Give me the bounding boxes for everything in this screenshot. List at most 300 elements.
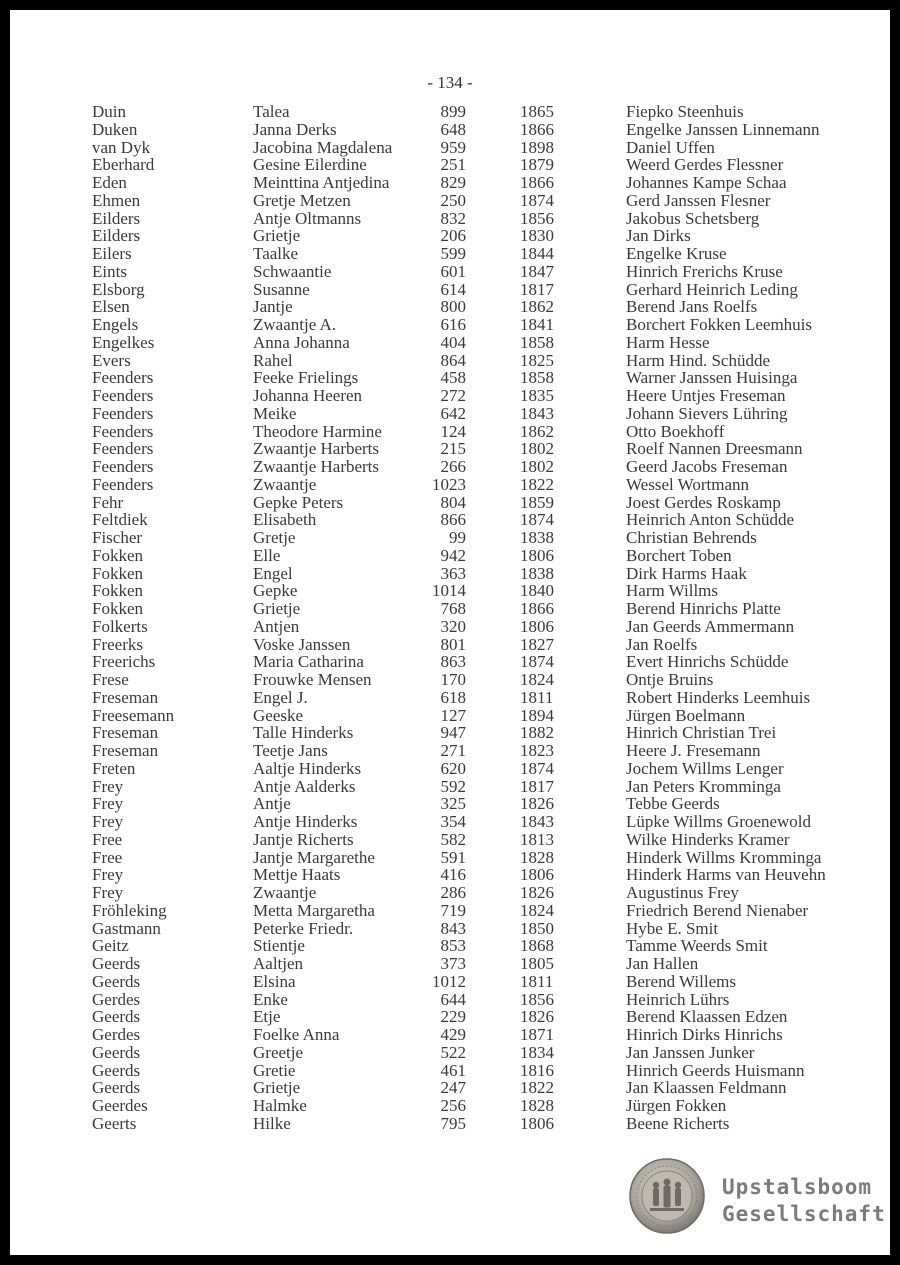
logo-text-line1: Upstalsboom — [722, 1175, 873, 1199]
year-cell: 1824 — [520, 900, 554, 920]
year-cell: 1865 — [520, 102, 554, 121]
given-name-cell: Engel J. — [253, 687, 308, 707]
given-name-cell: Grietje — [253, 599, 301, 618]
given-name-cell: Schwaantie — [253, 261, 332, 281]
surname-cell: Geerds — [92, 1042, 141, 1062]
year-cell: 1834 — [520, 1042, 554, 1062]
record-number-cell: 1014 — [432, 581, 466, 601]
record-number-cell: 618 — [440, 687, 466, 707]
record-number-cell: 250 — [440, 190, 466, 210]
record-number-cell: 99 — [449, 528, 466, 547]
spouse-cell: Tamme Weerds Smit — [626, 936, 768, 956]
surname-cell: Eilers — [92, 244, 132, 263]
register-row — [10, 1044, 890, 1062]
given-name-cell: Taalke — [253, 244, 299, 263]
surname-cell: Fröhleking — [92, 900, 167, 920]
given-name-cell: Gepke — [253, 581, 298, 601]
record-number-cell: 286 — [440, 883, 466, 902]
spouse-cell: Wilke Hinderks Kramer — [626, 829, 790, 849]
register-row — [10, 1097, 890, 1115]
spouse-cell: Johannes Kampe Schaa — [626, 173, 787, 192]
year-cell: 1835 — [520, 386, 554, 405]
surname-cell: Evers — [92, 350, 131, 370]
record-number-cell: 582 — [440, 829, 466, 849]
surname-cell: Geerts — [92, 1113, 137, 1133]
record-number-cell: 266 — [440, 457, 466, 476]
register-row — [10, 884, 890, 902]
surname-cell: Freerichs — [92, 652, 156, 672]
register-row — [10, 600, 890, 618]
register-row — [10, 937, 890, 955]
surname-cell: Gastmann — [92, 918, 161, 938]
spouse-cell: Augustinus Frey — [626, 883, 739, 902]
surname-cell: Duin — [92, 102, 126, 121]
register-row — [10, 387, 890, 405]
register-row — [10, 174, 890, 192]
register-row — [10, 1062, 890, 1080]
surname-cell: Gerdes — [92, 989, 141, 1009]
year-cell: 1824 — [520, 670, 554, 689]
surname-cell: Eints — [92, 261, 127, 281]
register-row — [10, 156, 890, 174]
spouse-cell: Beene Richerts — [626, 1113, 730, 1133]
record-number-cell: 247 — [440, 1078, 466, 1098]
year-cell: 1844 — [520, 244, 554, 263]
record-number-cell: 648 — [440, 119, 466, 139]
record-number-cell: 429 — [440, 1025, 466, 1044]
surname-cell: Feenders — [92, 421, 154, 441]
spouse-cell: Jan Geerds Ammermann — [626, 616, 795, 636]
given-name-cell: Theodore Harmine — [253, 421, 382, 441]
given-name-cell: Meinttina Antjedina — [253, 173, 390, 192]
surname-cell: Eilders — [92, 208, 141, 228]
seal-icon — [628, 1157, 706, 1235]
spouse-cell: Gerhard Heinrich Leding — [626, 279, 798, 299]
register-row — [10, 689, 890, 707]
document-page — [10, 10, 890, 1255]
given-name-cell: Jacobina Magdalena — [253, 137, 393, 157]
given-name-cell: Hilke — [253, 1113, 291, 1133]
surname-cell: Feenders — [92, 474, 154, 494]
record-number-cell: 843 — [440, 918, 466, 938]
spouse-cell: Evert Hinrichs Schüdde — [626, 652, 789, 672]
year-cell: 1874 — [520, 190, 554, 210]
spouse-cell: Hinderk Harms van Heuvehn — [626, 865, 826, 885]
record-number-cell: 124 — [440, 421, 466, 441]
year-cell: 1813 — [520, 829, 554, 849]
given-name-cell: Engel — [253, 563, 293, 583]
register-row — [10, 866, 890, 884]
spouse-cell: Ontje Bruins — [626, 670, 714, 689]
register-row — [10, 1079, 890, 1097]
spouse-cell: Hinderk Willms Kromminga — [626, 847, 822, 867]
given-name-cell: Enke — [253, 989, 288, 1009]
surname-cell: Frey — [92, 812, 124, 831]
year-cell: 1866 — [520, 173, 554, 192]
surname-cell: Elsen — [92, 297, 130, 317]
logo-text-line2: Gesellschaft — [722, 1202, 886, 1226]
surname-cell: Fehr — [92, 492, 124, 512]
spouse-cell: Daniel Uffen — [626, 137, 715, 157]
year-cell: 1847 — [520, 261, 554, 281]
spouse-cell: Gerd Janssen Flesner — [626, 190, 771, 210]
given-name-cell: Grietje — [253, 1078, 301, 1098]
register-row — [10, 618, 890, 636]
spouse-cell: Geerd Jacobs Freseman — [626, 457, 788, 476]
society-logo — [628, 1157, 886, 1237]
register-row — [10, 920, 890, 938]
record-number-cell: 416 — [440, 865, 466, 885]
spouse-cell: Jürgen Boelmann — [626, 705, 746, 725]
surname-cell: Freseman — [92, 741, 159, 760]
register-row — [10, 760, 890, 778]
spouse-cell: Dirk Harms Haak — [626, 563, 747, 583]
record-number-cell: 795 — [440, 1113, 466, 1133]
spouse-cell: Tebbe Geerds — [626, 794, 720, 814]
year-cell: 1806 — [520, 545, 554, 565]
given-name-cell: Geeske — [253, 705, 304, 725]
register-table — [10, 103, 890, 1133]
given-name-cell: Mettje Haats — [253, 865, 341, 885]
register-row — [10, 210, 890, 228]
given-name-cell: Jantje Margarethe — [253, 847, 375, 867]
given-name-cell: Etje — [253, 1007, 281, 1027]
given-name-cell: Feeke Frielings — [253, 368, 359, 388]
given-name-cell: Elisabeth — [253, 510, 317, 530]
year-cell: 1817 — [520, 776, 554, 796]
surname-cell: Frese — [92, 670, 129, 689]
given-name-cell: Halmke — [253, 1096, 307, 1115]
year-cell: 1826 — [520, 1007, 554, 1027]
surname-cell: Freseman — [92, 687, 159, 707]
register-row — [10, 440, 890, 458]
spouse-cell: Hinrich Frerichs Kruse — [626, 261, 783, 281]
register-row — [10, 121, 890, 139]
register-row — [10, 334, 890, 352]
record-number-cell: 373 — [440, 954, 466, 973]
record-number-cell: 404 — [440, 332, 466, 352]
surname-cell: Frey — [92, 883, 124, 902]
record-number-cell: 272 — [440, 386, 466, 405]
record-number-cell: 644 — [440, 989, 466, 1009]
given-name-cell: Antje Oltmanns — [253, 208, 362, 228]
record-number-cell: 801 — [440, 634, 466, 654]
surname-cell: Eden — [92, 173, 127, 192]
spouse-cell: Berend Jans Roelfs — [626, 297, 758, 317]
register-row — [10, 529, 890, 547]
spouse-cell: Heinrich Lührs — [626, 989, 730, 1009]
record-number-cell: 127 — [440, 705, 466, 725]
register-row — [10, 671, 890, 689]
year-cell: 1838 — [520, 528, 554, 547]
year-cell: 1826 — [520, 794, 554, 814]
record-number-cell: 616 — [440, 315, 466, 334]
register-row — [10, 369, 890, 387]
spouse-cell: Robert Hinderks Leemhuis — [626, 687, 811, 707]
register-row — [10, 955, 890, 973]
year-cell: 1806 — [520, 865, 554, 885]
record-number-cell: 853 — [440, 936, 466, 956]
year-cell: 1894 — [520, 705, 554, 725]
year-cell: 1898 — [520, 137, 554, 157]
register-row — [10, 582, 890, 600]
year-cell: 1825 — [520, 350, 554, 370]
year-cell: 1843 — [520, 403, 554, 423]
surname-cell: Feenders — [92, 386, 154, 405]
year-cell: 1817 — [520, 279, 554, 299]
given-name-cell: Voske Janssen — [253, 634, 351, 654]
register-row — [10, 103, 890, 121]
record-number-cell: 363 — [440, 563, 466, 583]
surname-cell: Fokken — [92, 599, 143, 618]
spouse-cell: Berend Klaassen Edzen — [626, 1007, 788, 1027]
spouse-cell: Hinrich Christian Trei — [626, 723, 777, 743]
surname-cell: Ehmen — [92, 190, 141, 210]
given-name-cell: Antje Hinderks — [253, 812, 358, 831]
given-name-cell: Anna Johanna — [253, 332, 350, 352]
register-row — [10, 139, 890, 157]
register-row — [10, 831, 890, 849]
given-name-cell: Zwaantje A. — [253, 315, 337, 334]
given-name-cell: Grietje — [253, 226, 301, 246]
year-cell: 1828 — [520, 1096, 554, 1115]
surname-cell: Elsborg — [92, 279, 145, 299]
record-number-cell: 271 — [440, 741, 466, 760]
year-cell: 1871 — [520, 1025, 554, 1044]
year-cell: 1856 — [520, 208, 554, 228]
record-number-cell: 614 — [440, 279, 466, 299]
spouse-cell: Heinrich Anton Schüdde — [626, 510, 795, 530]
register-row — [10, 973, 890, 991]
given-name-cell: Jantje — [253, 297, 293, 317]
register-row — [10, 991, 890, 1009]
spouse-cell: Jochem Willms Lenger — [626, 758, 784, 778]
record-number-cell: 458 — [440, 368, 466, 388]
register-row — [10, 511, 890, 529]
spouse-cell: Engelke Kruse — [626, 244, 727, 263]
spouse-cell: Jan Roelfs — [626, 634, 698, 654]
year-cell: 1822 — [520, 1078, 554, 1098]
record-number-cell: 215 — [440, 439, 466, 459]
year-cell: 1866 — [520, 119, 554, 139]
year-cell: 1874 — [520, 510, 554, 530]
given-name-cell: Zwaantje — [253, 883, 317, 902]
surname-cell: Feenders — [92, 403, 154, 423]
record-number-cell: 959 — [440, 137, 466, 157]
spouse-cell: Hinrich Geerds Huismann — [626, 1060, 805, 1080]
surname-cell: Fischer — [92, 528, 143, 547]
register-row — [10, 281, 890, 299]
given-name-cell: Jantje Richerts — [253, 829, 354, 849]
register-row — [10, 476, 890, 494]
given-name-cell: Talle Hinderks — [253, 723, 354, 743]
given-name-cell: Talea — [253, 102, 290, 121]
given-name-cell: Johanna Heeren — [253, 386, 363, 405]
surname-cell: Geerdes — [92, 1096, 148, 1115]
spouse-cell: Borchert Toben — [626, 545, 732, 565]
register-row — [10, 795, 890, 813]
surname-cell: Geerds — [92, 1060, 141, 1080]
record-number-cell: 1012 — [432, 971, 466, 991]
register-row — [10, 849, 890, 867]
register-row — [10, 902, 890, 920]
register-row — [10, 565, 890, 583]
spouse-cell: Weerd Gerdes Flessner — [626, 155, 784, 175]
register-row — [10, 494, 890, 512]
spouse-cell: Jürgen Fokken — [626, 1096, 727, 1115]
year-cell: 1858 — [520, 368, 554, 388]
spouse-cell: Friedrich Berend Nienaber — [626, 900, 809, 920]
spouse-cell: Fiepko Steenhuis — [626, 102, 744, 121]
given-name-cell: Frouwke Mensen — [253, 670, 372, 689]
spouse-cell: Harm Hesse — [626, 332, 710, 352]
record-number-cell: 325 — [440, 794, 466, 814]
register-row — [10, 316, 890, 334]
surname-cell: Geerds — [92, 1078, 141, 1098]
year-cell: 1858 — [520, 332, 554, 352]
spouse-cell: Harm Hind. Schüdde — [626, 350, 771, 370]
given-name-cell: Susanne — [253, 279, 310, 299]
surname-cell: Frey — [92, 865, 124, 885]
register-row — [10, 636, 890, 654]
record-number-cell: 206 — [440, 226, 466, 246]
page-number: - 134 - — [427, 73, 473, 92]
year-cell: 1826 — [520, 883, 554, 902]
surname-cell: Feenders — [92, 457, 154, 476]
given-name-cell: Rahel — [253, 350, 293, 370]
record-number-cell: 800 — [440, 297, 466, 317]
spouse-cell: Hybe E. Smit — [626, 918, 719, 938]
given-name-cell: Elle — [253, 545, 281, 565]
given-name-cell: Aaltje Hinderks — [253, 758, 362, 778]
given-name-cell: Janna Derks — [253, 119, 337, 139]
year-cell: 1879 — [520, 155, 554, 175]
surname-cell: Fokken — [92, 563, 143, 583]
given-name-cell: Zwaantje Harberts — [253, 457, 380, 476]
record-number-cell: 592 — [440, 776, 466, 796]
spouse-cell: Borchert Fokken Leemhuis — [626, 315, 813, 334]
register-row — [10, 263, 890, 281]
spouse-cell: Johann Sievers Lühring — [626, 403, 788, 423]
year-cell: 1862 — [520, 421, 554, 441]
year-cell: 1827 — [520, 634, 554, 654]
year-cell: 1816 — [520, 1060, 554, 1080]
record-number-cell: 832 — [440, 208, 466, 228]
register-row — [10, 405, 890, 423]
spouse-cell: Roelf Nannen Dreesmann — [626, 439, 803, 459]
spouse-cell: Harm Willms — [626, 581, 719, 601]
surname-cell: Geitz — [92, 936, 129, 956]
given-name-cell: Peterke Friedr. — [253, 918, 354, 938]
given-name-cell: Zwaantje Harberts — [253, 439, 380, 459]
year-cell: 1830 — [520, 226, 554, 246]
year-cell: 1802 — [520, 457, 554, 476]
register-row — [10, 192, 890, 210]
year-cell: 1840 — [520, 581, 554, 601]
register-row — [10, 707, 890, 725]
given-name-cell: Antje Aalderks — [253, 776, 356, 796]
year-cell: 1811 — [520, 687, 554, 707]
record-number-cell: 642 — [440, 403, 466, 423]
year-cell: 1828 — [520, 847, 554, 867]
spouse-cell: Jakobus Schetsberg — [626, 208, 760, 228]
given-name-cell: Gretje Metzen — [253, 190, 351, 210]
register-row — [10, 742, 890, 760]
spouse-cell: Christian Behrends — [626, 528, 757, 547]
record-number-cell: 804 — [440, 492, 466, 512]
year-cell: 1874 — [520, 758, 554, 778]
surname-cell: Freseman — [92, 723, 159, 743]
year-cell: 1802 — [520, 439, 554, 459]
given-name-cell: Gepke Peters — [253, 492, 344, 512]
given-name-cell: Antjen — [253, 616, 300, 636]
record-number-cell: 320 — [440, 616, 466, 636]
spouse-cell: Engelke Janssen Linnemann — [626, 119, 820, 139]
surname-cell: Freerks — [92, 634, 143, 654]
record-number-cell: 599 — [440, 244, 466, 263]
year-cell: 1806 — [520, 616, 554, 636]
year-cell: 1856 — [520, 989, 554, 1009]
spouse-cell: Jan Dirks — [626, 226, 691, 246]
surname-cell: Freesemann — [92, 705, 175, 725]
register-row — [10, 298, 890, 316]
surname-cell: Geerds — [92, 1007, 141, 1027]
surname-cell: Feenders — [92, 439, 154, 459]
register-row — [10, 724, 890, 742]
register-row — [10, 458, 890, 476]
spouse-cell: Hinrich Dirks Hinrichs — [626, 1025, 783, 1044]
register-row — [10, 547, 890, 565]
given-name-cell: Metta Margaretha — [253, 900, 375, 920]
surname-cell: Geerds — [92, 971, 141, 991]
year-cell: 1811 — [520, 971, 554, 991]
year-cell: 1868 — [520, 936, 554, 956]
record-number-cell: 354 — [440, 812, 466, 831]
record-number-cell: 864 — [440, 350, 466, 370]
spouse-cell: Otto Boekhoff — [626, 421, 725, 441]
surname-cell: Engelkes — [92, 332, 155, 352]
record-number-cell: 251 — [440, 155, 466, 175]
surname-cell: Eilders — [92, 226, 141, 246]
register-row — [10, 245, 890, 263]
spouse-cell: Heere Untjes Freseman — [626, 386, 786, 405]
surname-cell: Free — [92, 847, 123, 867]
register-row — [10, 813, 890, 831]
surname-cell: Frey — [92, 794, 124, 814]
surname-cell: Feltdiek — [92, 510, 148, 530]
register-row — [10, 352, 890, 370]
year-cell: 1823 — [520, 741, 554, 760]
year-cell: 1822 — [520, 474, 554, 494]
spouse-cell: Warner Janssen Huisinga — [626, 368, 798, 388]
year-cell: 1843 — [520, 812, 554, 831]
spouse-cell: Jan Peters Kromminga — [626, 776, 781, 796]
record-number-cell: 522 — [440, 1042, 466, 1062]
surname-cell: Frey — [92, 776, 124, 796]
given-name-cell: Teetje Jans — [253, 741, 328, 760]
surname-cell: Freten — [92, 758, 136, 778]
spouse-cell: Lüpke Willms Groenewold — [626, 812, 812, 831]
spouse-cell: Jan Janssen Junker — [626, 1042, 755, 1062]
record-number-cell: 947 — [440, 723, 466, 743]
year-cell: 1850 — [520, 918, 554, 938]
register-row — [10, 653, 890, 671]
record-number-cell: 256 — [440, 1096, 466, 1115]
year-cell: 1859 — [520, 492, 554, 512]
year-cell: 1882 — [520, 723, 554, 743]
year-cell: 1862 — [520, 297, 554, 317]
register-row — [10, 227, 890, 245]
